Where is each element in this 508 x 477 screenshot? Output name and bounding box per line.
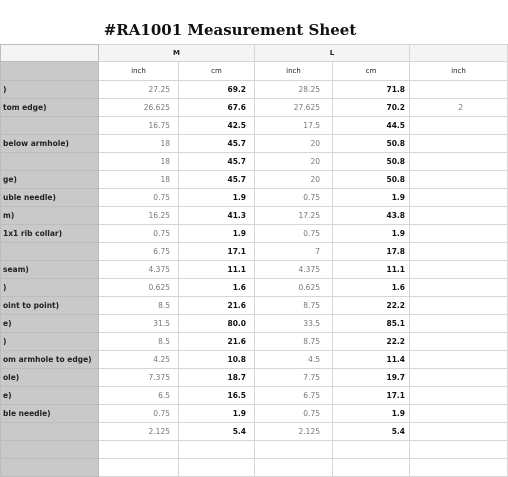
xl-inch-cell (410, 351, 508, 369)
m-inch-cell: 6.5 (99, 387, 179, 405)
l-cm-cell: 22.2 (333, 333, 410, 351)
m-cm-cell: 1.6 (179, 279, 255, 297)
unit-header-xl-inch: inch (410, 62, 508, 81)
row-label: ) (1, 333, 99, 351)
xl-inch-cell (410, 441, 508, 459)
size-header-l: L (255, 45, 410, 62)
l-inch-cell: 0.75 (255, 405, 333, 423)
l-inch-cell: 8.75 (255, 333, 333, 351)
unit-header-l-inch: inch (255, 62, 333, 81)
size-header-m: M (99, 45, 255, 62)
xl-inch-cell (410, 225, 508, 243)
l-cm-cell: 50.8 (333, 153, 410, 171)
unit-header-l-cm: cm (333, 62, 410, 81)
table-row (1, 207, 508, 225)
m-cm-cell: 21.6 (179, 297, 255, 315)
l-cm-cell: 11.4 (333, 351, 410, 369)
m-inch-cell: 2.125 (99, 423, 179, 441)
m-inch-cell: 4.25 (99, 351, 179, 369)
l-inch-cell: 17.5 (255, 117, 333, 135)
l-cm-cell (333, 441, 410, 459)
l-inch-cell (255, 441, 333, 459)
l-cm-cell: 50.8 (333, 171, 410, 189)
xl-inch-cell (410, 279, 508, 297)
m-cm-cell: 11.1 (179, 261, 255, 279)
l-cm-cell: 11.1 (333, 261, 410, 279)
row-label: oint to point) (1, 297, 99, 315)
table-row (1, 243, 508, 261)
m-inch-cell (99, 459, 179, 477)
sheet-title: #RA1001 Measurement Sheet (103, 21, 357, 39)
l-cm-cell: 1.6 (333, 279, 410, 297)
l-cm-cell: 1.9 (333, 405, 410, 423)
m-cm-cell: 5.4 (179, 423, 255, 441)
l-inch-cell: 17.25 (255, 207, 333, 225)
xl-inch-cell (410, 135, 508, 153)
l-inch-cell: 20 (255, 153, 333, 171)
m-inch-cell: 31.5 (99, 315, 179, 333)
xl-inch-cell (410, 333, 508, 351)
row-label: ) (1, 279, 99, 297)
row-label (1, 423, 99, 441)
row-label (1, 243, 99, 261)
row-label: ) (1, 81, 99, 99)
size-header-row (1, 45, 508, 62)
table-row (1, 189, 508, 207)
l-cm-cell: 19.7 (333, 369, 410, 387)
xl-inch-cell (410, 297, 508, 315)
m-cm-cell: 10.8 (179, 351, 255, 369)
m-inch-cell: 0.75 (99, 189, 179, 207)
l-inch-cell: 33.5 (255, 315, 333, 333)
l-inch-cell: 28.25 (255, 81, 333, 99)
m-cm-cell (179, 459, 255, 477)
m-cm-cell (179, 441, 255, 459)
m-cm-cell: 1.9 (179, 189, 255, 207)
l-inch-cell: 27.625 (255, 99, 333, 117)
l-inch-cell (255, 459, 333, 477)
m-inch-cell: 26.625 (99, 99, 179, 117)
l-cm-cell: 85.1 (333, 315, 410, 333)
l-inch-cell: 0.75 (255, 225, 333, 243)
l-cm-cell: 71.8 (333, 81, 410, 99)
l-cm-cell: 50.8 (333, 135, 410, 153)
l-cm-cell: 43.8 (333, 207, 410, 225)
table-row (1, 261, 508, 279)
m-cm-cell: 17.1 (179, 243, 255, 261)
row-label (1, 441, 99, 459)
m-cm-cell: 69.2 (179, 81, 255, 99)
l-cm-cell: 1.9 (333, 225, 410, 243)
l-cm-cell: 44.5 (333, 117, 410, 135)
table-row (1, 459, 508, 477)
l-cm-cell: 17.1 (333, 387, 410, 405)
l-cm-cell (333, 459, 410, 477)
m-inch-cell: 7.375 (99, 369, 179, 387)
table-row (1, 333, 508, 351)
m-inch-cell: 16.75 (99, 117, 179, 135)
m-cm-cell: 16.5 (179, 387, 255, 405)
table-row (1, 405, 508, 423)
table-row (1, 297, 508, 315)
unit-header-m-inch: inch (99, 62, 179, 81)
m-inch-cell: 27.25 (99, 81, 179, 99)
xl-inch-cell (410, 387, 508, 405)
l-inch-cell: 8.75 (255, 297, 333, 315)
m-inch-cell (99, 441, 179, 459)
l-inch-cell: 4.5 (255, 351, 333, 369)
m-cm-cell: 45.7 (179, 135, 255, 153)
row-label: tom edge) (1, 99, 99, 117)
xl-inch-cell (410, 117, 508, 135)
xl-inch-cell (410, 459, 508, 477)
table-row (1, 153, 508, 171)
m-cm-cell: 41.3 (179, 207, 255, 225)
m-inch-cell: 0.75 (99, 405, 179, 423)
m-cm-cell: 45.7 (179, 153, 255, 171)
m-inch-cell: 16.25 (99, 207, 179, 225)
row-label (1, 459, 99, 477)
table-row (1, 315, 508, 333)
row-label: 1x1 rib collar) (1, 225, 99, 243)
m-cm-cell: 1.9 (179, 225, 255, 243)
table-row (1, 441, 508, 459)
unit-header-label-cell (1, 62, 99, 81)
measurement-table-viewport[interactable] (0, 44, 466, 436)
m-inch-cell: 18 (99, 135, 179, 153)
m-inch-cell: 18 (99, 171, 179, 189)
m-cm-cell: 1.9 (179, 405, 255, 423)
table-row (1, 117, 508, 135)
l-cm-cell: 22.2 (333, 297, 410, 315)
xl-inch-cell (410, 315, 508, 333)
m-inch-cell: 6.75 (99, 243, 179, 261)
unit-header-row (1, 62, 508, 81)
measurement-table (0, 44, 508, 477)
m-cm-cell: 67.6 (179, 99, 255, 117)
xl-inch-cell (410, 171, 508, 189)
m-cm-cell: 21.6 (179, 333, 255, 351)
table-row (1, 81, 508, 99)
row-label: e) (1, 315, 99, 333)
xl-inch-cell (410, 369, 508, 387)
l-inch-cell: 0.625 (255, 279, 333, 297)
row-label: om armhole to edge) (1, 351, 99, 369)
table-row (1, 387, 508, 405)
l-inch-cell: 7 (255, 243, 333, 261)
m-inch-cell: 4.375 (99, 261, 179, 279)
l-inch-cell: 0.75 (255, 189, 333, 207)
l-inch-cell: 2.125 (255, 423, 333, 441)
xl-inch-cell: 2 (410, 99, 508, 117)
size-header-xl-cell (410, 45, 508, 62)
m-cm-cell: 42.5 (179, 117, 255, 135)
l-cm-cell: 1.9 (333, 189, 410, 207)
m-inch-cell: 8.5 (99, 297, 179, 315)
m-inch-cell: 0.75 (99, 225, 179, 243)
row-label: below armhole) (1, 135, 99, 153)
xl-inch-cell (410, 81, 508, 99)
m-cm-cell: 18.7 (179, 369, 255, 387)
row-label: m) (1, 207, 99, 225)
table-row (1, 351, 508, 369)
xl-inch-cell (410, 423, 508, 441)
row-label: ge) (1, 171, 99, 189)
l-inch-cell: 7.75 (255, 369, 333, 387)
m-cm-cell: 80.0 (179, 315, 255, 333)
m-inch-cell: 0.625 (99, 279, 179, 297)
row-label (1, 153, 99, 171)
row-label: e) (1, 387, 99, 405)
table-row (1, 99, 508, 117)
row-label: uble needle) (1, 189, 99, 207)
l-inch-cell: 20 (255, 171, 333, 189)
table-row (1, 225, 508, 243)
xl-inch-cell (410, 405, 508, 423)
xl-inch-cell (410, 153, 508, 171)
table-row (1, 369, 508, 387)
table-row (1, 135, 508, 153)
size-header-label-cell (1, 45, 99, 62)
m-cm-cell: 45.7 (179, 171, 255, 189)
m-inch-cell: 18 (99, 153, 179, 171)
l-inch-cell: 4.375 (255, 261, 333, 279)
row-label: seam) (1, 261, 99, 279)
xl-inch-cell (410, 189, 508, 207)
xl-inch-cell (410, 207, 508, 225)
xl-inch-cell (410, 243, 508, 261)
xl-inch-cell (410, 261, 508, 279)
row-label: ole) (1, 369, 99, 387)
m-inch-cell: 8.5 (99, 333, 179, 351)
l-cm-cell: 17.8 (333, 243, 410, 261)
table-row (1, 423, 508, 441)
table-row (1, 279, 508, 297)
table-row (1, 171, 508, 189)
l-inch-cell: 20 (255, 135, 333, 153)
row-label: ble needle) (1, 405, 99, 423)
l-inch-cell: 6.75 (255, 387, 333, 405)
l-cm-cell: 5.4 (333, 423, 410, 441)
row-label (1, 117, 99, 135)
unit-header-m-cm: cm (179, 62, 255, 81)
l-cm-cell: 70.2 (333, 99, 410, 117)
